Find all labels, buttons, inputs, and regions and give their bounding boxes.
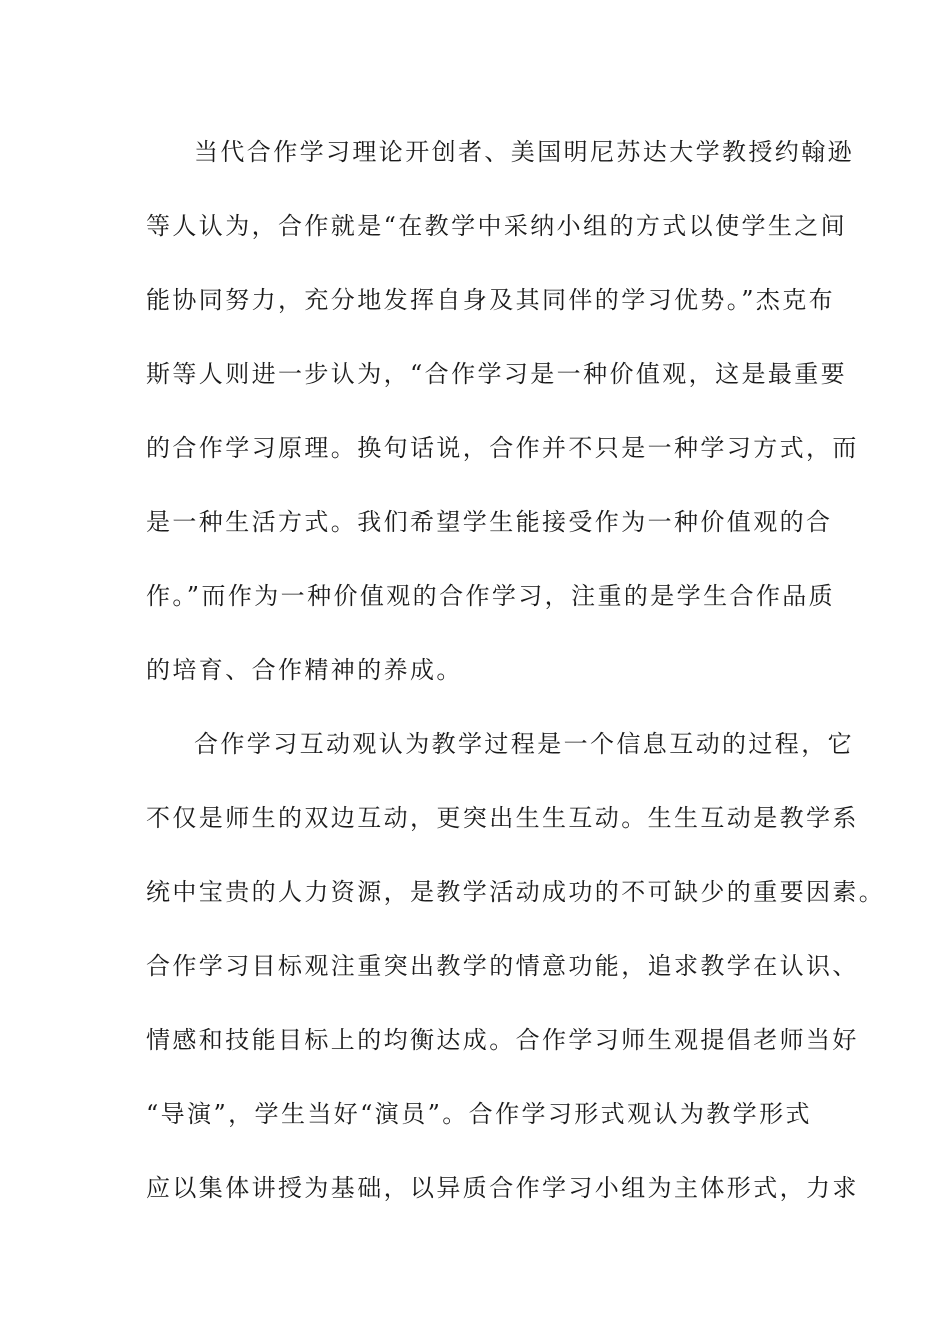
text-line: 等人认为，合作就是“在教学中采纳小组的方式以使学生之间 [146, 212, 848, 240]
text-line: 斯等人则进一步认为，“合作学习是一种价值观，这是最重要 [146, 360, 848, 388]
text-line: 的培育、合作精神的养成。 [146, 656, 463, 684]
text-line: 不仅是师生的双边互动，更突出生生互动。生生互动是教学系 [146, 804, 859, 832]
paragraph-2 [146, 724, 886, 1242]
text-line: 合作学习互动观认为教学过程是一个信息互动的过程，它 [194, 730, 854, 758]
text-line: 当代合作学习理论开创者、美国明尼苏达大学教授约翰逊 [194, 138, 854, 166]
text-line: 的合作学习原理。换句话说，合作并不只是一种学习方式，而 [146, 434, 859, 462]
paragraph-1 [146, 132, 859, 724]
text-line: 合作学习目标观注重突出教学的情意功能，追求教学在认识、 [146, 952, 859, 980]
text-line: 情感和技能目标上的均衡达成。合作学习师生观提倡老师当好 [146, 1026, 859, 1054]
text-line: 作。”而作为一种价值观的合作学习，注重的是学生合作品质 [146, 582, 836, 610]
text-line: 应以集体讲授为基础，以异质合作学习小组为主体形式，力求 [146, 1174, 859, 1202]
text-line: “导演”，学生当好“演员”。合作学习形式观认为教学形式 [146, 1100, 812, 1128]
text-line: 是一种生活方式。我们希望学生能接受作为一种价值观的合 [146, 508, 833, 536]
text-line: 能协同努力，充分地发挥自身及其同伴的学习优势。”杰克布 [146, 286, 836, 314]
body-text [146, 132, 886, 1242]
text-line: 统中宝贵的人力资源，是教学活动成功的不可缺少的重要因素。 [146, 878, 886, 906]
